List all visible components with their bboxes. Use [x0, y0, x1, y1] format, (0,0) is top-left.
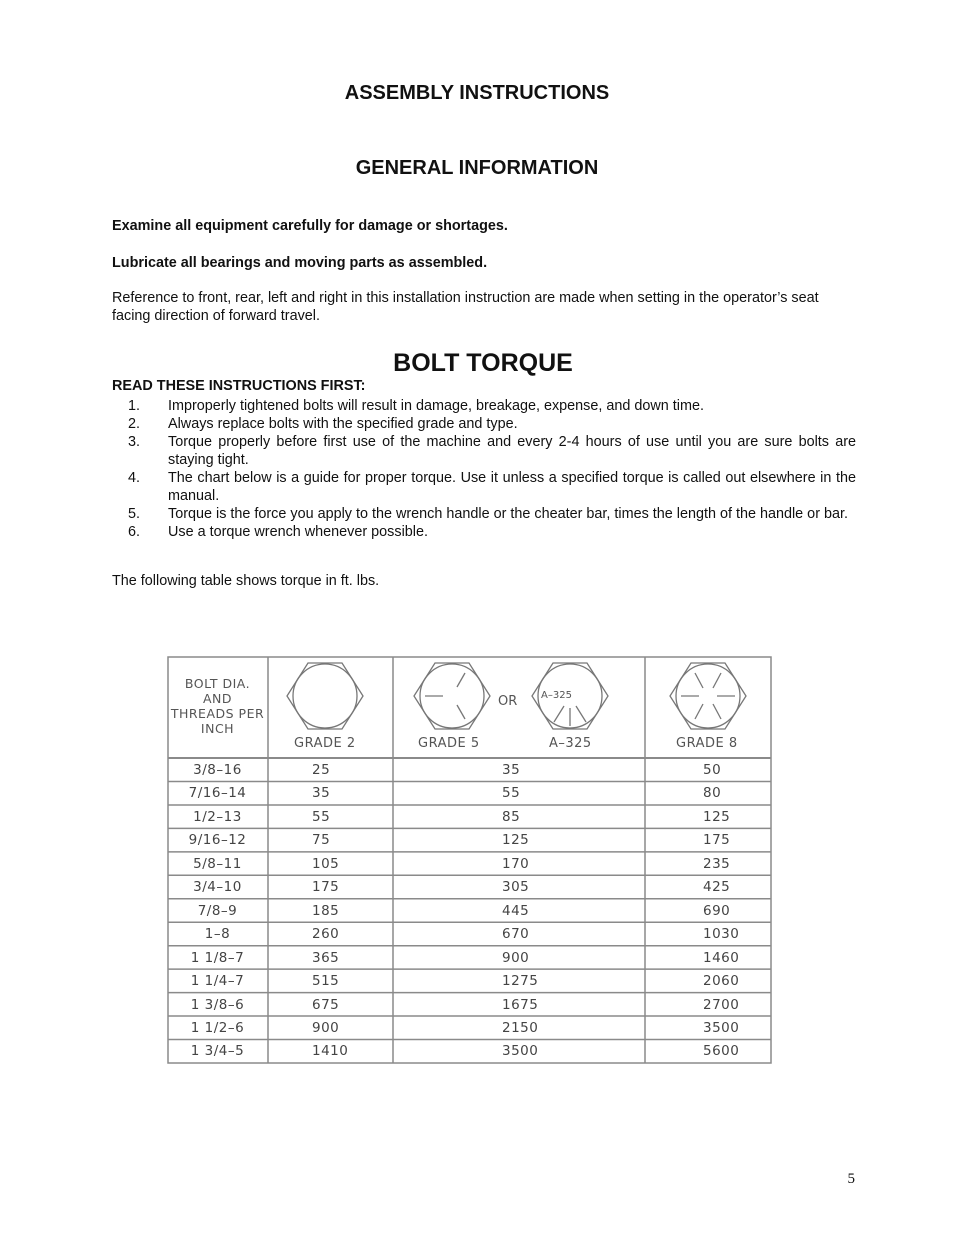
- list-item: [112, 397, 856, 415]
- list-text: Torque properly before first use of the machine and every 2-4 hours of use until you are sure bolts are staying tight.: [168, 434, 856, 468]
- list-text: Improperly tightened bolts will result in damage, breakage, expense, and down time.: [168, 398, 704, 414]
- cell-bolt-size: 1–8: [204, 926, 231, 943]
- cell-grade5: 2150: [502, 1019, 539, 1036]
- cell-bolt-size: 1 1/2–6: [190, 1019, 245, 1036]
- cell-bolt-size: 1 1/4–7: [190, 973, 245, 990]
- list-item: [112, 415, 856, 433]
- table-row: [167, 946, 772, 969]
- table-row: [167, 781, 772, 804]
- instruction-list: [112, 397, 856, 541]
- table-row: [167, 805, 772, 828]
- table-row: [167, 1016, 772, 1039]
- cell-bolt-size: 7/16–14: [188, 785, 247, 802]
- cell-grade8: 425: [703, 879, 731, 896]
- table-row: [167, 993, 772, 1016]
- page-number: 5: [847, 1171, 855, 1187]
- list-number: 1.: [128, 398, 141, 414]
- cell-grade2: 25: [312, 762, 331, 778]
- list-item: [112, 505, 856, 523]
- header-grade5: GRADE 5: [418, 736, 480, 751]
- table-row: [167, 875, 772, 898]
- header-a325: A–325: [549, 736, 592, 751]
- cell-grade2: 365: [312, 949, 340, 966]
- cell-grade5: 85: [502, 808, 521, 825]
- cell-bolt-size: 7/8–9: [197, 902, 238, 919]
- cell-grade8: 235: [703, 855, 731, 872]
- cell-grade2: 175: [312, 879, 340, 896]
- list-number: 2.: [128, 416, 141, 432]
- cell-bolt-size: 3/8–16: [193, 762, 242, 778]
- list-text: Use a torque wrench whenever possible.: [168, 524, 428, 540]
- cell-grade2: 185: [312, 902, 340, 919]
- cell-grade8: 125: [703, 808, 731, 825]
- list-item: [112, 523, 856, 541]
- table-intro: The following table shows torque in ft. lbs.: [112, 573, 380, 589]
- header-grade8: GRADE 8: [676, 736, 738, 751]
- cell-bolt-size: 1/2–13: [193, 808, 242, 825]
- torque-table-body: [167, 758, 772, 1063]
- cell-grade5: 170: [502, 855, 530, 872]
- table-row: [167, 758, 772, 781]
- general-paragraph-1: Examine all equipment carefully for damage or shortages.: [112, 218, 508, 234]
- cell-grade2: 900: [312, 1019, 340, 1036]
- cell-grade2: 75: [312, 832, 331, 849]
- list-item: [112, 469, 856, 505]
- cell-grade5: 900: [502, 949, 530, 966]
- cell-grade2: 515: [312, 973, 340, 990]
- grade8-bolt-head-icon: [670, 663, 746, 729]
- cell-grade8: 2700: [703, 996, 740, 1013]
- cell-grade8: 1460: [703, 949, 740, 966]
- cell-bolt-size: 3/4–10: [193, 879, 242, 896]
- list-number: 6.: [128, 524, 141, 540]
- table-row: [167, 899, 772, 922]
- section-title-general: GENERAL INFORMATION: [355, 157, 599, 179]
- cell-grade2: 55: [312, 808, 331, 825]
- list-number: 4.: [128, 470, 141, 486]
- table-row: [167, 922, 772, 945]
- list-number: 3.: [128, 434, 141, 450]
- cell-grade2: 675: [312, 996, 340, 1013]
- cell-grade8: 50: [703, 762, 722, 778]
- cell-grade5: 55: [502, 785, 521, 802]
- table-row: [167, 852, 772, 875]
- header-grade2: GRADE 2: [294, 736, 356, 751]
- cell-grade5: 125: [502, 832, 530, 849]
- bolt-torque-title: BOLT TORQUE: [393, 349, 573, 377]
- cell-grade5: 3500: [502, 1043, 539, 1060]
- list-text: The chart below is a guide for proper torque. Use it unless a specified torque is called out elsewhere in the manual.: [168, 470, 856, 504]
- header-bolt-dia: BOLT DIA. AND THREADS PER INCH: [170, 676, 265, 736]
- cell-grade5: 35: [502, 762, 521, 778]
- list-text: Always replace bolts with the specified grade and type.: [168, 416, 518, 432]
- list-number: 5.: [128, 506, 141, 522]
- cell-grade8: 5600: [703, 1043, 740, 1060]
- torque-table: [167, 656, 772, 1065]
- cell-bolt-size: 1 1/8–7: [190, 949, 245, 966]
- cell-grade2: 105: [312, 855, 340, 872]
- cell-grade2: 35: [312, 785, 331, 802]
- a325-head-marking: A–325: [541, 690, 572, 701]
- cell-grade5: 305: [502, 879, 530, 896]
- cell-grade5: 445: [502, 902, 530, 919]
- general-paragraph-3: Reference to front, rear, left and right in this installation instruction are made when setting in the operator’s seat facing direction of forward travel.: [112, 290, 819, 324]
- grade2-bolt-head-icon: [287, 663, 363, 729]
- grade5-bolt-head-icon: [414, 663, 490, 729]
- table-row: [167, 828, 772, 851]
- cell-grade8: 2060: [703, 973, 740, 990]
- list-text: Torque is the force you apply to the wrench handle or the cheater bar, times the length of the handle or bar.: [168, 506, 848, 522]
- read-first-heading: READ THESE INSTRUCTIONS FIRST:: [112, 378, 366, 394]
- cell-grade8: 690: [703, 902, 731, 919]
- cell-grade8: 1030: [703, 926, 740, 943]
- header-or: OR: [498, 694, 518, 709]
- cell-bolt-size: 9/16–12: [188, 832, 247, 849]
- cell-grade5: 1275: [502, 973, 539, 990]
- cell-grade8: 3500: [703, 1019, 740, 1036]
- general-paragraph-2: Lubricate all bearings and moving parts as assembled.: [112, 255, 488, 271]
- cell-grade2: 260: [312, 926, 340, 943]
- cell-grade2: 1410: [312, 1043, 349, 1060]
- cell-grade8: 175: [703, 832, 731, 849]
- cell-grade5: 1675: [502, 996, 539, 1013]
- cell-bolt-size: 1 3/8–6: [190, 996, 245, 1013]
- table-row: [167, 969, 772, 992]
- cell-bolt-size: 5/8–11: [193, 855, 242, 872]
- table-row: [167, 1039, 772, 1062]
- cell-grade8: 80: [703, 785, 722, 802]
- cell-grade5: 670: [502, 926, 530, 943]
- list-item: [112, 433, 856, 469]
- section-title-assembly: ASSEMBLY INSTRUCTIONS: [344, 82, 610, 104]
- cell-bolt-size: 1 3/4–5: [190, 1043, 245, 1060]
